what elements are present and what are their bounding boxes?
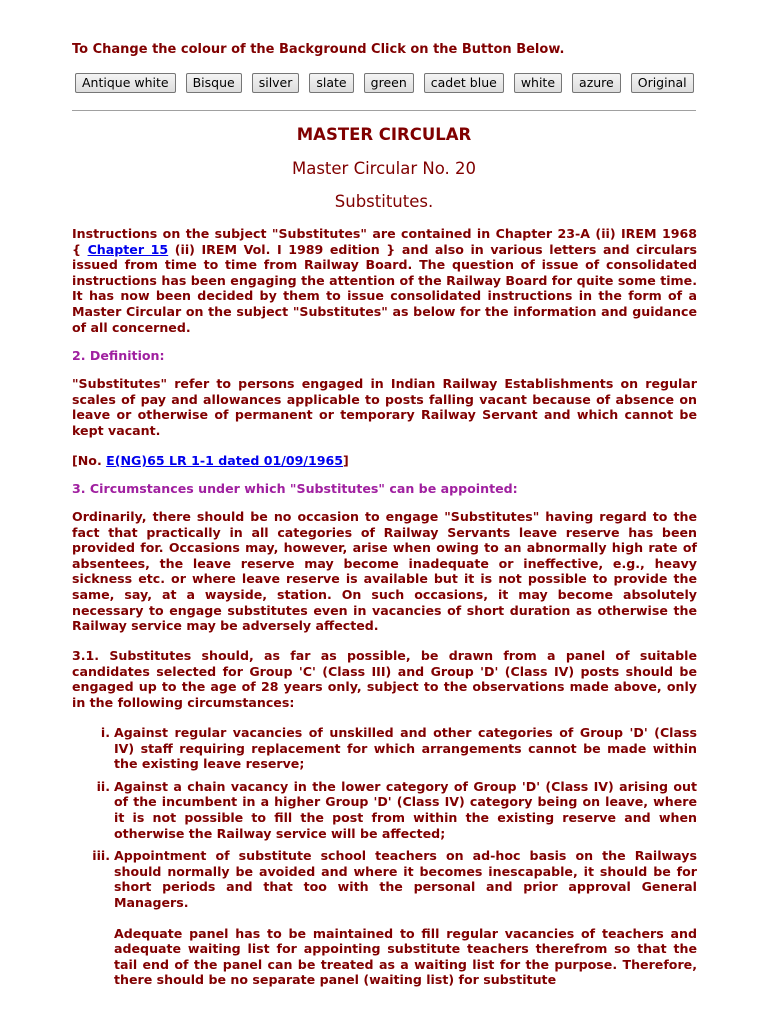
list-item-text: Against regular vacancies of unskilled and other categories of Group 'D' (Class IV) staff requiring replacement for which arrangements cannot be made within the existing leave reserve; xyxy=(114,725,697,772)
bisque-button[interactable]: Bisque xyxy=(186,73,242,93)
circumstances-paragraph: Ordinarily, there should be no occasion to engage "Substitutes" having regard to the fact that practically in all categories of Railway Servants leave reserve has been provided for. Occasions may, however, arise when owing to an abnormally high rate of absentees, the leave reserve may become inadequate or ineffective, e.g., heavy sickness etc. or where leave reserve is available but it is not possible to provide the same, say, at a wayside, station. On such occasions, it may become absolutely necessary to engage substitutes even in vacancies of short duration as otherwise the Railway service may be adversely affected. xyxy=(72,509,697,634)
chapter-15-link[interactable]: Chapter 15 xyxy=(87,241,169,257)
intro-paragraph xyxy=(72,226,697,335)
background-instruction: To Change the colour of the Background Click on the Button Below. xyxy=(72,42,565,57)
list-marker: iii. xyxy=(92,848,110,864)
slate-button[interactable]: slate xyxy=(309,73,353,93)
list-item xyxy=(92,848,697,988)
definition-paragraph: "Substitutes" refer to persons engaged in Indian Railway Establishments on regular scales of pay and allowances applicable to posts falling vacant because of absence on leave or otherwise of permanent or temporary Railway Servant and which cannot be kept vacant. xyxy=(72,376,697,438)
intro-text-end: (ii) IREM Vol. I 1989 edition } and also in various letters and circulars issued from time to time from Railway Board. The question of issue of consolidated instructions has been engaging the attention of the Railway Board for quite some time. It has now been decided by them to issue consolidated instructions in the form of a Master Circular on the subject "Substitutes" as below for the information and guidance of all concerned. xyxy=(72,241,698,335)
list-item-text: Against a chain vacancy in the lower category of Group 'D' (Class IV) arising out of the incumbent in a higher Group 'D' (Class IV) category being on leave, where it is not possible to fill the post from within the existing reserve and when otherwise the Railway service will be affected; xyxy=(114,778,697,841)
list-item xyxy=(96,778,697,841)
original-button[interactable]: Original xyxy=(631,73,694,93)
cadet-blue-button[interactable]: cadet blue xyxy=(424,73,504,93)
list-item-continuation: Adequate panel has to be maintained to fill regular vacancies of teachers and adequate waiting list for appointing substitute teachers therefrom so that the tail end of the panel can be treated as a waiting list for the purpose. Therefore, there should be no separate panel (waiting list) for substitute xyxy=(114,925,697,988)
reference-link[interactable]: E(NG)65 LR 1-1 dated 01/09/1965 xyxy=(106,453,344,468)
antique-white-button[interactable]: Antique white xyxy=(75,73,176,93)
list-item xyxy=(100,725,697,772)
reference-suffix: ] xyxy=(343,453,349,468)
silver-button[interactable]: silver xyxy=(252,73,300,93)
white-button[interactable]: white xyxy=(514,73,562,93)
list-item-text: Appointment of substitute school teachers on ad-hoc basis on the Railways should normally be avoided and where it becomes inescapable, it should be for short periods and that too with the personal and prior approval General Managers. xyxy=(114,848,697,910)
circular-number-heading: Master Circular No. 20 xyxy=(291,159,476,178)
circumstances-list xyxy=(92,725,697,988)
green-button[interactable]: green xyxy=(364,73,414,93)
master-circular-heading: MASTER CIRCULAR xyxy=(296,125,472,144)
list-marker: i. xyxy=(100,725,110,740)
section-3-title: 3. Circumstances under which "Substitutes" can be appointed: xyxy=(72,481,518,496)
intro-text-start: Instructions on the subject "Substitutes" are contained in Chapter 23-A (ii) IREM 1968 { xyxy=(72,226,697,257)
list-marker: ii. xyxy=(96,778,110,794)
definition-reference xyxy=(72,453,697,469)
subject-heading: Substitutes. xyxy=(334,192,434,211)
reference-prefix: [No. xyxy=(72,453,107,468)
horizontal-divider xyxy=(72,110,696,111)
section-3-1-paragraph: 3.1. Substitutes should, as far as possible, be drawn from a panel of suitable candidates selected for Group 'C' (Class III) and Group 'D' (Class IV) posts should be engaged up to the age of 28 years only, subject to the observations made above, only in the following circumstances: xyxy=(72,648,697,710)
section-2-title: 2. Definition: xyxy=(72,348,165,363)
background-color-buttons xyxy=(75,73,704,93)
azure-button[interactable]: azure xyxy=(572,73,621,93)
